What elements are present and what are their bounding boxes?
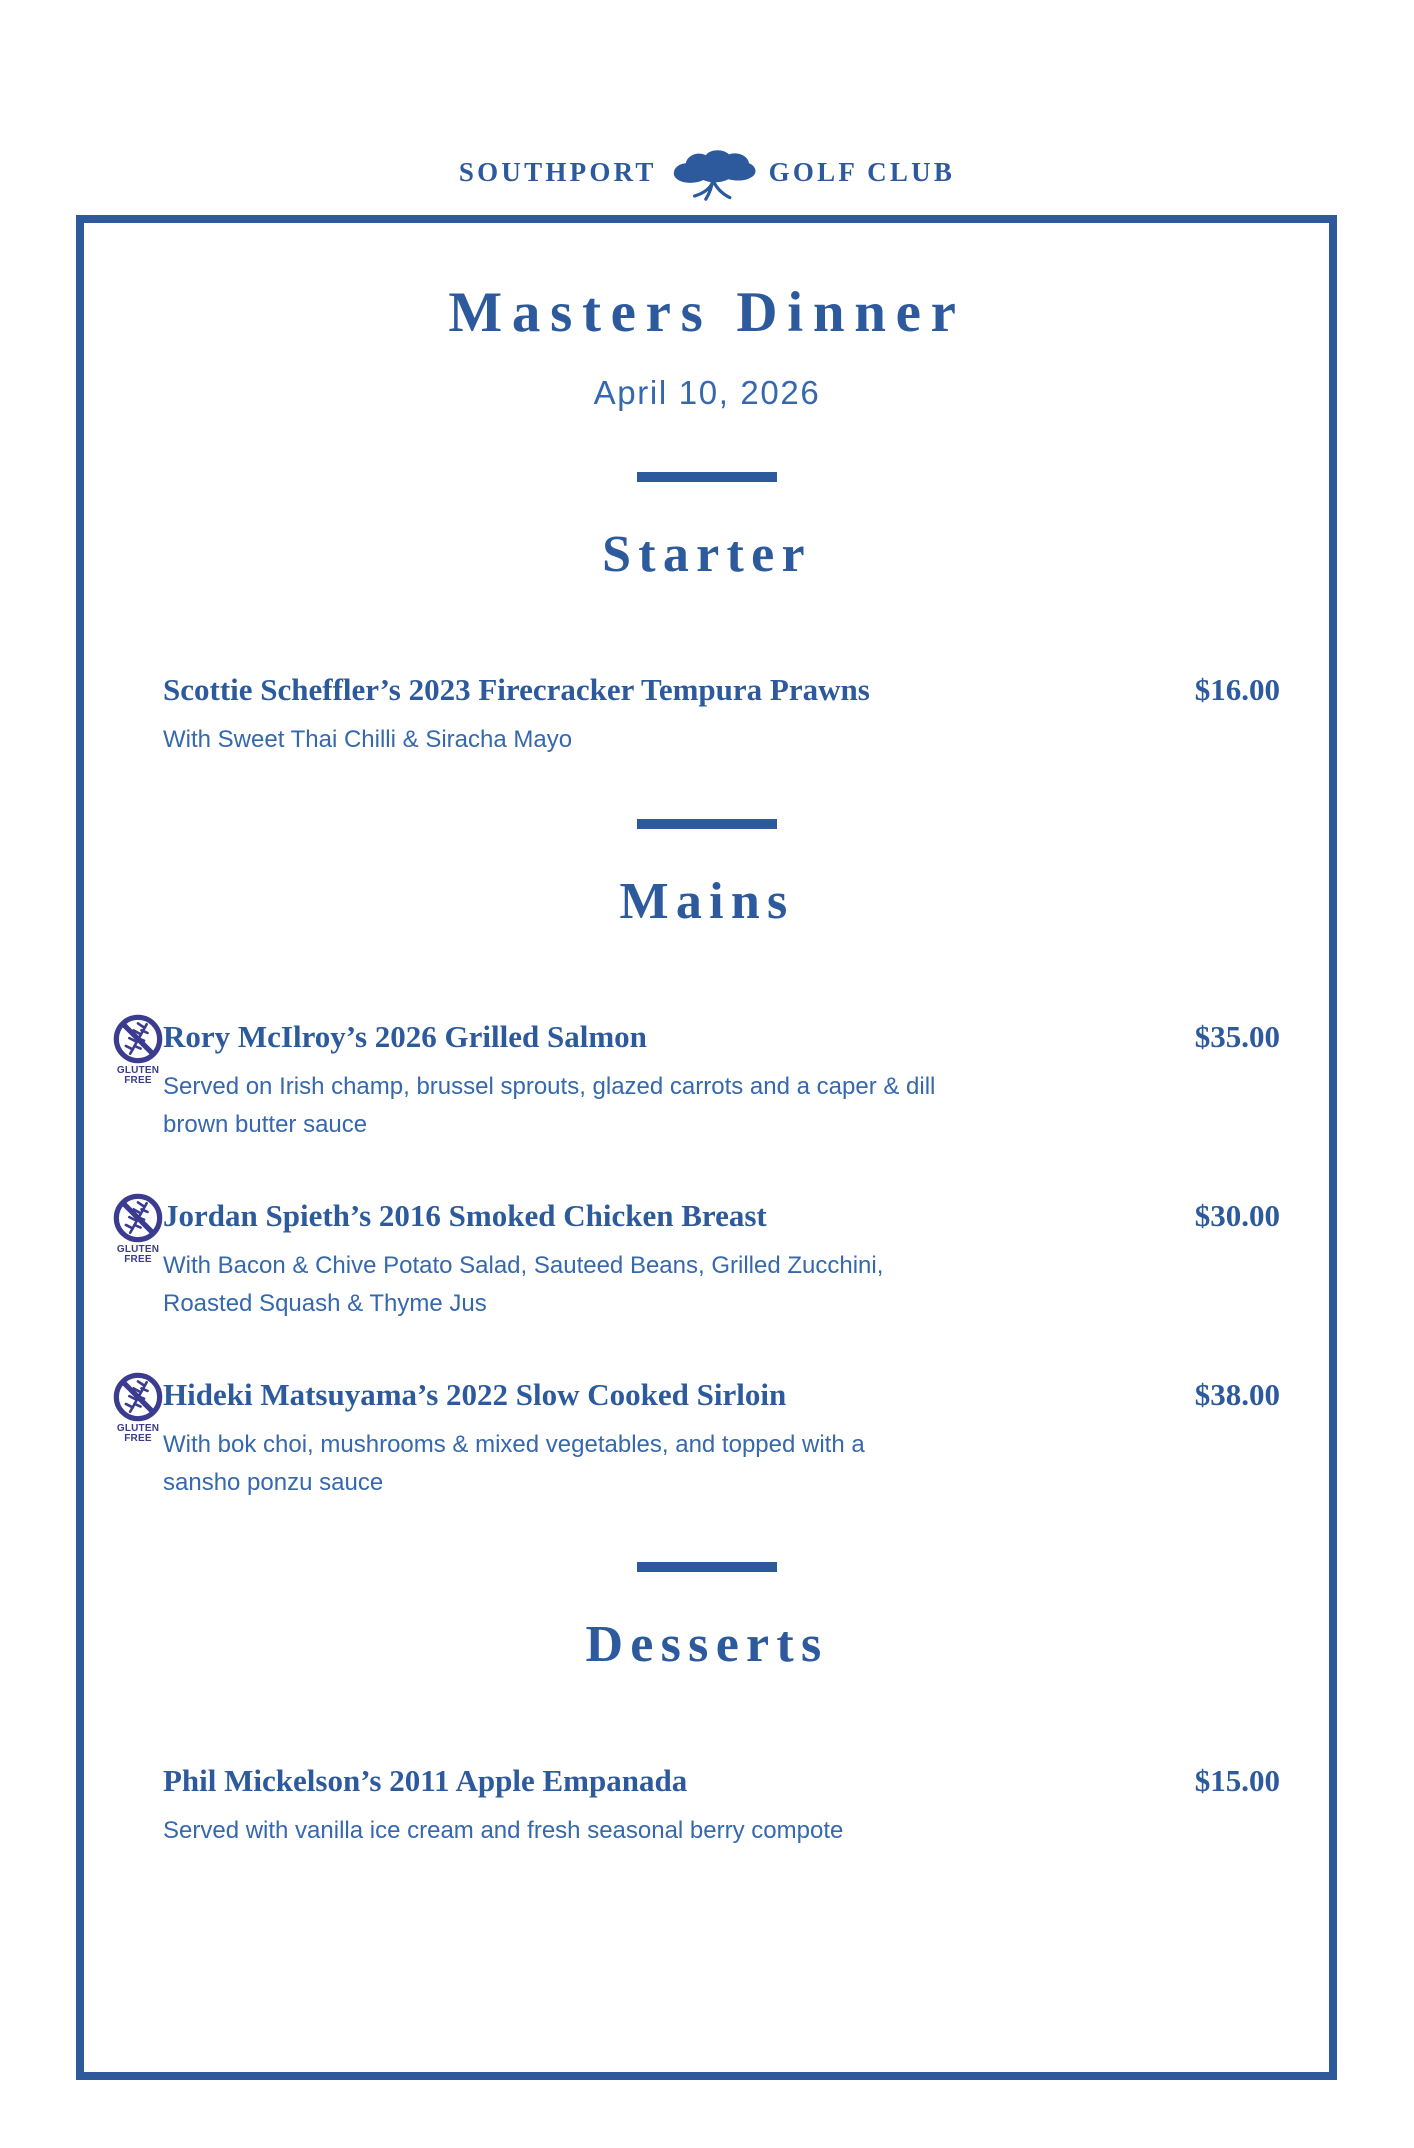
item-name: Scottie Scheffler’s 2023 Firecracker Tempura Prawns (163, 671, 870, 707)
gluten-free-label-line1: GLUTEN (116, 1065, 160, 1077)
section-heading: Desserts (585, 1616, 829, 1674)
section-items (0, 670, 1414, 759)
menu-section (0, 819, 1414, 1502)
item-description-line: Served with vanilla ice cream and fresh seasonal berry compote (163, 1816, 844, 1844)
club-logo (0, 148, 1414, 196)
item-description-line: brown butter sauce (163, 1111, 368, 1139)
item-description (163, 1068, 1280, 1144)
item-price: $38.00 (1194, 1377, 1280, 1413)
item-head (163, 1761, 1280, 1800)
section-items (0, 1761, 1414, 1850)
gluten-free-badge (109, 1371, 167, 1444)
menu-item (163, 670, 1280, 759)
menu-item (116, 1375, 1280, 1502)
gluten-free-label-line2: FREE (124, 1433, 152, 1445)
gluten-free-label-line2: FREE (124, 1075, 152, 1087)
item-name: Jordan Spieth’s 2016 Smoked Chicken Breast (163, 1198, 767, 1234)
item-description-line: sansho ponzu sauce (163, 1469, 384, 1497)
section-items (0, 1017, 1414, 1502)
item-price: $30.00 (1194, 1198, 1280, 1234)
item-head (163, 1017, 1280, 1056)
gluten-free-badge (109, 1013, 167, 1086)
item-description-line: With Sweet Thai Chilli & Siracha Mayo (163, 725, 573, 753)
gluten-free-label-line2: FREE (124, 1254, 152, 1266)
section-heading: Starter (602, 525, 812, 583)
item-head (163, 670, 1280, 709)
item-description (163, 1426, 1280, 1502)
item-head (163, 1375, 1280, 1414)
menu-section (0, 472, 1414, 759)
section-divider (637, 1562, 777, 1572)
club-name-left: SOUTHPORT (458, 156, 657, 187)
item-description-line: With Bacon & Chive Potato Salad, Sauteed Beans, Grilled Zucchini, (163, 1252, 884, 1280)
menu-section (0, 1562, 1414, 1849)
gluten-free-label-line1: GLUTEN (116, 1423, 160, 1435)
menu-sections (0, 472, 1414, 1850)
item-name: Rory McIlroy’s 2026 Grilled Salmon (163, 1019, 647, 1055)
menu-item (116, 1017, 1280, 1144)
gluten-free-icon (112, 1371, 164, 1423)
gluten-free-label-line1: GLUTEN (116, 1244, 160, 1256)
item-price: $35.00 (1194, 1019, 1280, 1055)
item-price: $15.00 (1194, 1762, 1280, 1798)
item-description (163, 721, 1280, 759)
gluten-free-icon (112, 1192, 164, 1244)
gluten-free-badge (109, 1192, 167, 1265)
menu-title: Masters Dinner (448, 281, 966, 344)
item-price: $16.00 (1194, 671, 1280, 707)
item-name: Hideki Matsuyama’s 2022 Slow Cooked Sirloin (163, 1377, 787, 1413)
tree-icon (665, 148, 761, 202)
club-name-right: GOLF CLUB (768, 156, 956, 187)
gluten-free-icon (112, 1013, 164, 1065)
menu-item (116, 1196, 1280, 1323)
item-description (163, 1812, 1280, 1850)
item-head (163, 1196, 1280, 1235)
menu-page (0, 148, 1414, 1850)
item-name: Phil Mickelson’s 2011 Apple Empanada (163, 1762, 688, 1798)
item-description-line: Roasted Squash & Thyme Jus (163, 1290, 487, 1318)
item-description (163, 1247, 1280, 1323)
item-description-line: Served on Irish champ, brussel sprouts, glazed carrots and a caper & dill (163, 1073, 936, 1101)
menu-item (163, 1761, 1280, 1850)
menu-date: April 10, 2026 (593, 373, 821, 411)
section-heading: Mains (619, 872, 795, 930)
section-divider (637, 472, 777, 482)
section-divider (637, 819, 777, 829)
item-description-line: With bok choi, mushrooms & mixed vegetables, and topped with a (163, 1431, 865, 1459)
